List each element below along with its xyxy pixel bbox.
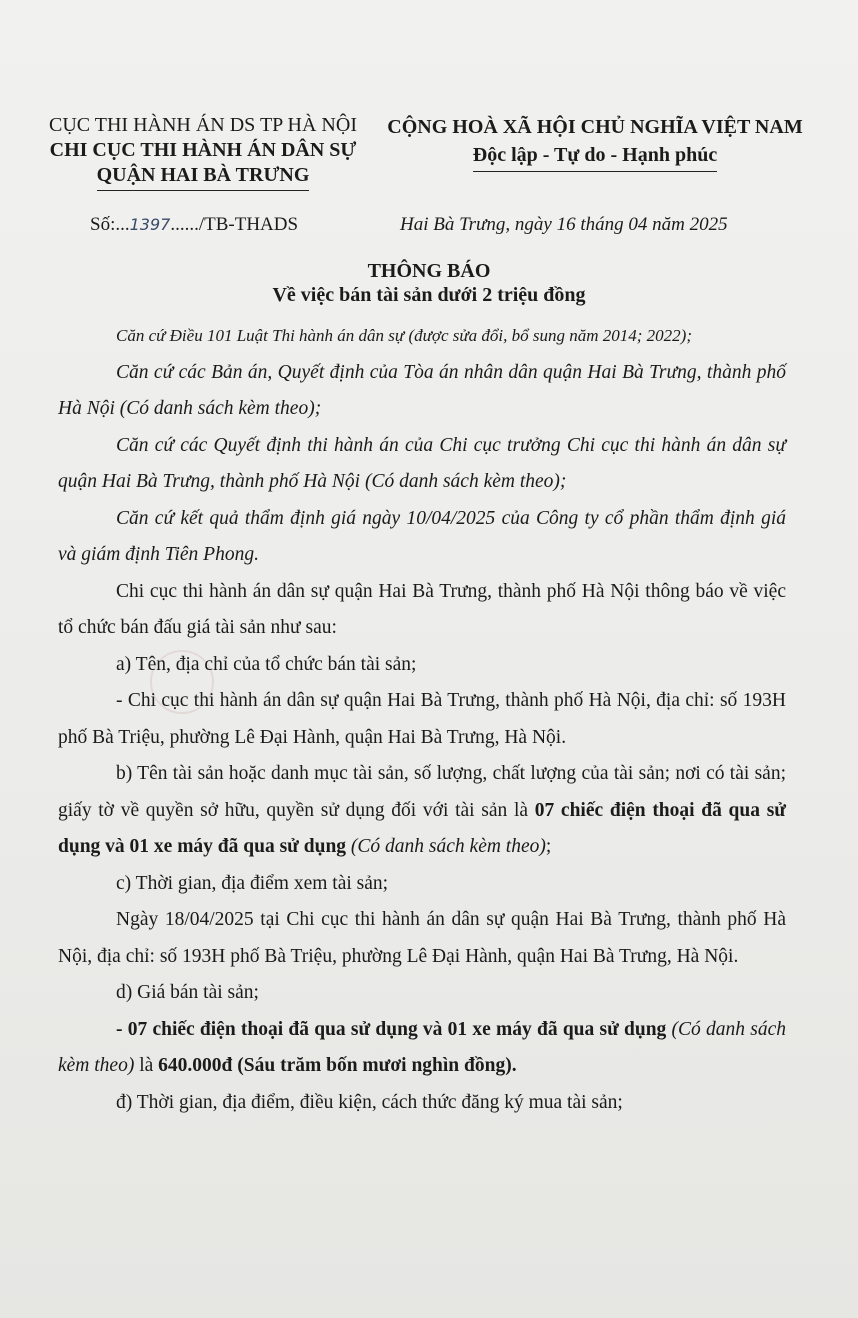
section-d-content (58, 1012, 786, 1085)
handwritten-number: 1397 (129, 215, 171, 234)
section-d-connector: là (134, 1055, 159, 1076)
legal-basis-3: Căn cứ các Quyết định thi hành án của Chi cục trưởng Chi cục thi hành án dân sự quận Hai Bà Trưng, thành phố Hà Nội (Có danh sách kèm theo); (58, 434, 786, 492)
section-d-price: 640.000đ (Sáu trăm bốn mươi nghìn đồng). (158, 1055, 517, 1076)
section-c-heading: c) Thời gian, địa điểm xem tài sản; (116, 872, 389, 894)
section-a-heading: a) Tên, địa chỉ của tổ chức bán tài sản; (116, 653, 417, 675)
section-b-assets: 07 chiếc điện thoại đã qua sử dụng và 01 xe máy đã qua sử dụng (58, 799, 786, 857)
agency-parent-name: CỤC THI HÀNH ÁN DS TP HÀ NỘI (49, 114, 357, 136)
document-date: Hai Bà Trưng, ngày 16 tháng 04 năm 2025 (400, 214, 728, 235)
legal-basis-2: Căn cứ các Bản án, Quyết định của Tòa án nhân dân quận Hai Bà Trưng, thành phố Hà Nội (Có danh sách kèm theo); (58, 361, 786, 419)
legal-basis-4: Căn cứ kết quả thẩm định giá ngày 10/04/2025 của Công ty cổ phần thẩm định giá và giám định Tiên Phong. (58, 507, 786, 565)
section-d-assets: - 07 chiếc điện thoại đã qua sử dụng và 01 xe máy đã qua sử dụng (116, 1018, 667, 1040)
document-title-block (0, 259, 858, 307)
country-name: CỘNG HOÀ XÃ HỘI CHỦ NGHĨA VIỆT NAM (387, 116, 803, 138)
section-b-end: ; (545, 836, 552, 857)
section-b-text: b) Tên tài sản hoặc danh mục tài sản, số lượng, chất lượng của tài sản; nơi có tài sản; giấy tờ về quyền sở hữu, quyền sử dụng đối với tài sản là (58, 763, 786, 821)
agency-district: QUẬN HAI BÀ TRƯNG (97, 163, 310, 191)
document-body (58, 318, 786, 1121)
section-b-attachment-note: (Có danh sách kèm theo) (346, 836, 546, 857)
document-title: THÔNG BÁO (367, 260, 491, 282)
section-a-content: - Chi cục thi hành án dân sự quận Hai Bà Trưng, thành phố Hà Nội, địa chỉ: số 193H phố Bà Triệu, phường Lê Đại Hành, quận Hai Bà Trưng, Hà Nội. (58, 690, 786, 748)
number-prefix: Số:... (90, 214, 130, 235)
agency-name: CHI CỤC THI HÀNH ÁN DÂN SỰ (49, 139, 357, 161)
section-dd-heading: đ) Thời gian, địa điểm, điều kiện, cách thức đăng ký mua tài sản; (116, 1091, 623, 1113)
announcement-intro: Chi cục thi hành án dân sự quận Hai Bà Trưng, thành phố Hà Nội thông báo về việc tổ chức bán đấu giá tài sản như sau: (58, 580, 786, 638)
document-subtitle: Về việc bán tài sản dưới 2 triệu đồng (272, 284, 586, 306)
legal-basis-1: Căn cứ Điều 101 Luật Thi hành án dân sự (được sửa đổi, bổ sung năm 2014; 2022); (116, 326, 692, 345)
section-d-attachment-note: (Có danh sách kèm theo) (58, 1018, 786, 1076)
issuing-agency-header (38, 113, 368, 191)
number-suffix: ....../TB-THADS (170, 214, 299, 235)
national-motto-header (380, 113, 810, 172)
section-d-heading: d) Giá bán tài sản; (116, 982, 259, 1003)
national-motto: Độc lập - Tự do - Hạnh phúc (473, 141, 717, 172)
section-c-content: Ngày 18/04/2025 tại Chi cục thi hành án dân sự quận Hai Bà Trưng, thành phố Hà Nội, địa chỉ: số 193H phố Bà Triệu, phường Lê Đại Hành, quận Hai Bà Trưng, Hà Nội. (58, 909, 786, 967)
section-b-content (58, 756, 786, 866)
document-number (90, 214, 298, 236)
